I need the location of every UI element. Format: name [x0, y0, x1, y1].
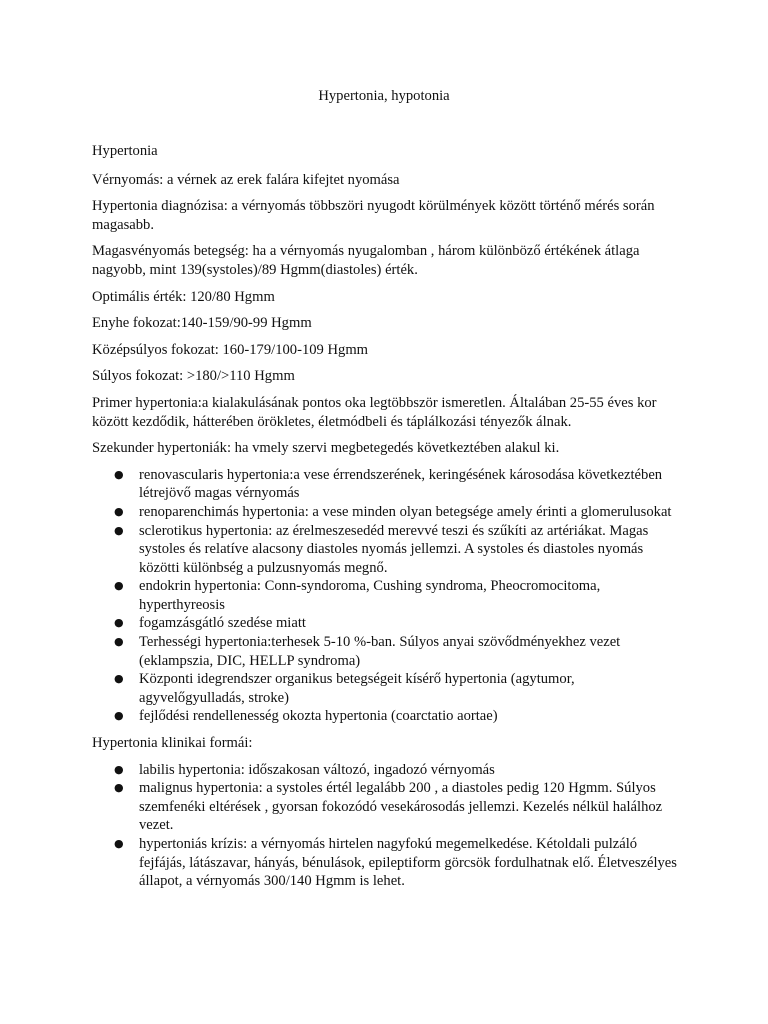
- list-item: [92, 835, 682, 891]
- paragraph: Optimális érték: 120/80 Hgmm: [92, 288, 275, 305]
- list-item-text: malignus hypertonia: a systoles értél legalább 200 , a diastoles pedig 120 Hgmm. Súlyos szemfenéki eltérések , gyorsan fokozódó vesekárosodás jellemzi. Kezelés nélkül halálhoz vezet.: [139, 780, 663, 834]
- paragraph: Szekunder hypertoniák: ha vmely szervi megbetegedés következtében alakul ki.: [92, 440, 560, 457]
- paragraph: Vérnyomás: a vérnek az erek falára kifejtet nyomása: [92, 171, 400, 188]
- list-item-text: renovascularis hypertonia:a vese érrendszerének, keringésének károsodása következtében létrejövő magas vérnyomás: [139, 466, 663, 502]
- list-item-text: fogamzásgátló szedése miatt: [139, 615, 306, 632]
- list-item: [92, 466, 682, 503]
- bullet-list-clinical-forms: [92, 761, 682, 891]
- bullet-icon: ●: [114, 504, 124, 518]
- bullet-icon: ●: [114, 635, 124, 649]
- list-item: [92, 503, 682, 522]
- page-title: Hypertonia, hypotonia: [318, 88, 450, 104]
- paragraph: Középsúlyos fokozat: 160-179/100-109 Hgmm: [92, 341, 369, 358]
- paragraph: Hypertonia klinikai formái:: [92, 735, 253, 752]
- bullet-icon: ●: [114, 579, 124, 593]
- bullet-list-secondary-types: [92, 466, 682, 726]
- bullet-icon: ●: [114, 837, 124, 850]
- document-body: [92, 142, 682, 899]
- list-item: [92, 761, 682, 780]
- bullet-icon: ●: [114, 672, 124, 686]
- list-item-text: Terhességi hypertonia:terhesek 5-10 %-ban. Súlyos anyai szövődményekhez vezet (eklampszia, DIC, HELLP syndroma): [139, 634, 621, 669]
- bullet-icon: ●: [114, 467, 124, 481]
- bullet-icon: ●: [114, 762, 124, 776]
- paragraph: Súlyos fokozat: >180/>110 Hgmm: [92, 368, 295, 385]
- list-item: [92, 707, 682, 726]
- bullet-icon: ●: [114, 781, 124, 795]
- list-item-text: labilis hypertonia: időszakosan változó, ingadozó vérnyomás: [139, 761, 495, 778]
- paragraph: Magasvényomás betegség: ha a vérnyomás nyugalomban , három különböző értékének átlaga nagyobb, mint 139(systoles)/89 Hgmm(diastoles) érték.: [92, 243, 640, 278]
- list-item: [92, 577, 682, 614]
- list-item: [92, 522, 682, 578]
- list-item-text: Központi idegrendszer organikus betegségeit kísérő hypertonia (agytumor, agyvelőgyulladás, stroke): [139, 671, 575, 706]
- list-item-text: fejlődési rendellenesség okozta hypertonia (coarctatio aortae): [139, 708, 498, 725]
- list-item: [92, 614, 682, 633]
- bullet-icon: ●: [114, 523, 124, 537]
- section-heading: Hypertonia: [92, 143, 158, 159]
- list-item-text: renoparenchimás hypertonia: a vese minden olyan betegsége amely érinti a glomerulusokat: [139, 503, 672, 520]
- list-item-text: hypertoniás krízis: a vérnyomás hirtelen nagyfokú megemelkedése. Kétoldali pulzáló fejfájás, látászavar, hányás, bénulások, epileptiform görcsök fordulhatnak elő. Életveszélyes állapot, a vérnyomás 300/140 Hgmm is lehet.: [139, 836, 677, 890]
- bullet-icon: ●: [114, 616, 124, 630]
- bullet-icon: ●: [114, 709, 124, 723]
- paragraph: Enyhe fokozat:140-159/90-99 Hgmm: [92, 315, 312, 332]
- list-item-text: sclerotikus hypertonia: az érelmeszesedéd merevvé teszi és szűkíti az artériákat. Magas systoles és relatíve alacsony diastoles nyomás jellemzi. A systoles és diastoles nyomás közötti különbség a pulzusnyomás megnő.: [139, 522, 649, 576]
- list-item: [92, 633, 682, 670]
- paragraph: Primer hypertonia:a kialakulásának pontos oka legtöbbször ismeretlen. Általában 25-55 éves kor között kezdődik, hátterében örökletes, életmódbeli és táplálkozási tényezők álnak.: [92, 394, 657, 430]
- list-item-text: endokrin hypertonia: Conn-syndoroma, Cushing syndroma, Pheocromocitoma, hyperthyreosis: [139, 578, 601, 613]
- list-item: [92, 779, 682, 835]
- paragraph: Hypertonia diagnózisa: a vérnyomás többszöri nyugodt körülmények között történő mérés során magasabb.: [92, 198, 655, 233]
- list-item: [92, 670, 682, 707]
